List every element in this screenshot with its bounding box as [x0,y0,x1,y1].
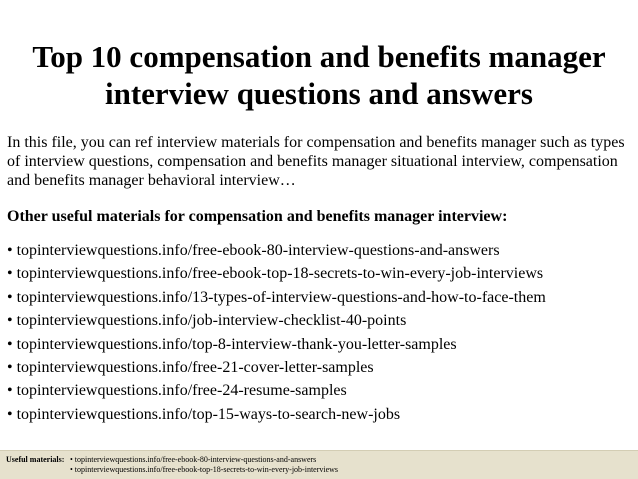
footer-link[interactable]: • topinterviewquestions.info/free-ebook-top-18-secrets-to-win-every-job-interviews [70,465,339,474]
material-link[interactable]: • topinterviewquestions.info/top-15-ways-to-search-new-jobs [7,405,401,423]
footer-bar [0,450,638,479]
materials-heading: Other useful materials for compensation and benefits manager interview: [7,208,508,225]
footer-link[interactable]: • topinterviewquestions.info/free-ebook-80-interview-questions-and-answers [70,455,317,464]
footer-label: Useful materials: [6,455,65,464]
material-link[interactable]: • topinterviewquestions.info/job-interview-checklist-40-points [7,312,407,330]
material-link[interactable]: • topinterviewquestions.info/top-8-interview-thank-you-letter-samples [7,335,457,353]
intro-paragraph: In this file, you can ref interview materials for compensation and benefits manager such as types of interview questions, compensation and benefits manager situational interview, compensation and benefits manager behavioral interview… [7,134,625,189]
material-link[interactable]: • topinterviewquestions.info/free-21-cover-letter-samples [7,358,374,376]
material-link[interactable]: • topinterviewquestions.info/free-ebook-top-18-secrets-to-win-every-job-interviews [7,265,544,283]
footer-links [70,455,338,475]
material-link[interactable]: • topinterviewquestions.info/free-24-resume-samples [7,382,347,400]
page-title: Top 10 compensation and benefits manager interview questions and answers [32,39,606,111]
material-link[interactable]: • topinterviewquestions.info/free-ebook-80-interview-questions-and-answers [7,242,500,259]
materials-list [7,241,637,428]
material-link[interactable]: • topinterviewquestions.info/13-types-of-interview-questions-and-how-to-face-them [7,288,546,306]
